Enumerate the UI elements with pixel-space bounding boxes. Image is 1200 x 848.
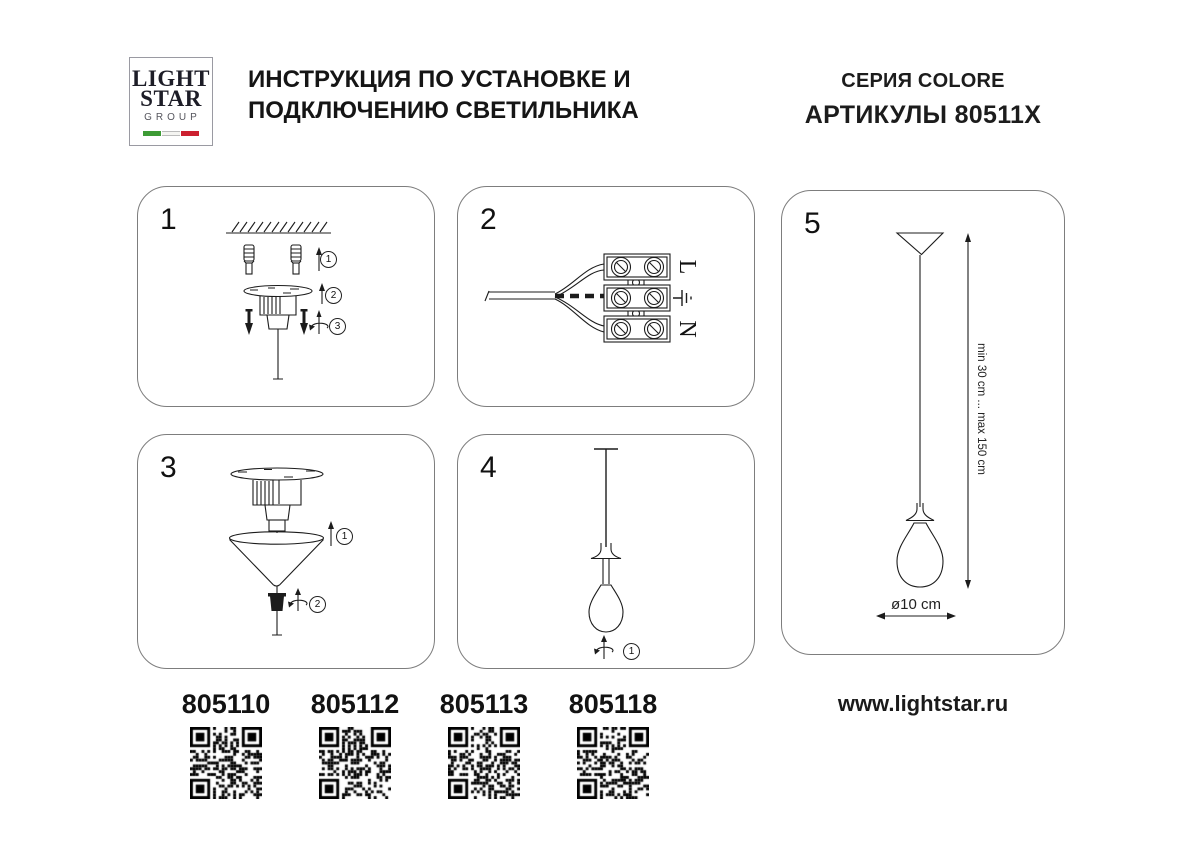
panel-number: 3: [160, 451, 177, 484]
shade-holder: [591, 543, 621, 584]
mounting-diagram: [138, 187, 436, 408]
step-panel-4: [457, 434, 755, 669]
terminal-block: [604, 254, 670, 342]
qr-code: [448, 727, 520, 799]
article-number: 805110: [181, 689, 271, 719]
cone-canopy: [897, 233, 943, 259]
wiring-diagram: [458, 187, 756, 408]
step-panel-1: [137, 186, 435, 407]
step-badge-1: 1: [623, 643, 640, 660]
article-number: 805118: [568, 689, 658, 719]
height-dimension-arrow: [965, 233, 971, 589]
diameter-dimension-arrow: [876, 613, 956, 620]
article-number: 805112: [310, 689, 400, 719]
series-name: СЕРИЯ COLORE: [841, 70, 1005, 92]
series-block: [773, 70, 1073, 130]
panel-number: 5: [804, 207, 821, 240]
terminal-label-neutral: N: [674, 320, 700, 338]
step-badge-3: 3: [329, 318, 346, 335]
website-url: www.lightstar.ru: [837, 691, 1009, 716]
qr-code: [190, 727, 262, 799]
articles-code: АРТИКУЛЫ 80511X: [804, 101, 1042, 129]
step-badge-1: 1: [336, 528, 353, 545]
logo-word-star: STAR: [140, 86, 202, 111]
wall-anchor-icon: [244, 245, 301, 274]
logo-word-group: GROUP: [144, 112, 201, 123]
ceiling-hatch: [226, 222, 331, 233]
qr-code: [319, 727, 391, 799]
page-title: [248, 64, 678, 126]
canopy-diagram: [138, 435, 436, 670]
shade-diagram: [458, 435, 756, 670]
up-arrow-icon: [328, 521, 334, 546]
qr-code: [577, 727, 649, 799]
diameter-label: ø10 cm: [890, 596, 941, 613]
terminal-label-live: L: [674, 259, 700, 275]
page-title-line2: ПОДКЛЮЧЕНИЮ СВЕТИЛЬНИКА: [248, 97, 639, 124]
glass-drop: [897, 523, 943, 587]
pendant-overview: [782, 191, 1066, 656]
suspension-cable: [594, 449, 618, 547]
power-cable: [485, 264, 604, 332]
panel-number: 2: [480, 203, 497, 236]
rotate-arrow-icon: [288, 588, 307, 611]
step-panel-2: [457, 186, 755, 407]
panel-number: 1: [160, 203, 177, 236]
cone-shade: [230, 532, 324, 586]
step-badge-2: 2: [309, 596, 326, 613]
step-badge-1: 1: [320, 251, 337, 268]
article-number: 805113: [439, 689, 529, 719]
step-panel-3: [137, 434, 435, 669]
glass-drop: [589, 585, 623, 632]
page-title-line1: ИНСТРУКЦИЯ ПО УСТАНОВКЕ И: [248, 66, 631, 93]
lightstar-logo: [129, 57, 213, 146]
rotate-arrow-icon: [309, 310, 328, 334]
step-badge-2: 2: [325, 287, 342, 304]
ceiling-plate: [231, 468, 323, 533]
overview-panel: [781, 190, 1065, 655]
logo-word-light: LIGHT: [132, 66, 210, 91]
ground-icon: [673, 290, 691, 306]
cable-lock: [268, 593, 286, 611]
panel-number: 4: [480, 451, 497, 484]
height-range-label: min 30 cm ... max 150 cm: [975, 343, 987, 475]
italian-flag-icon: [143, 131, 199, 136]
canopy-mount: [244, 286, 312, 380]
rotate-arrow-icon: [594, 635, 613, 659]
